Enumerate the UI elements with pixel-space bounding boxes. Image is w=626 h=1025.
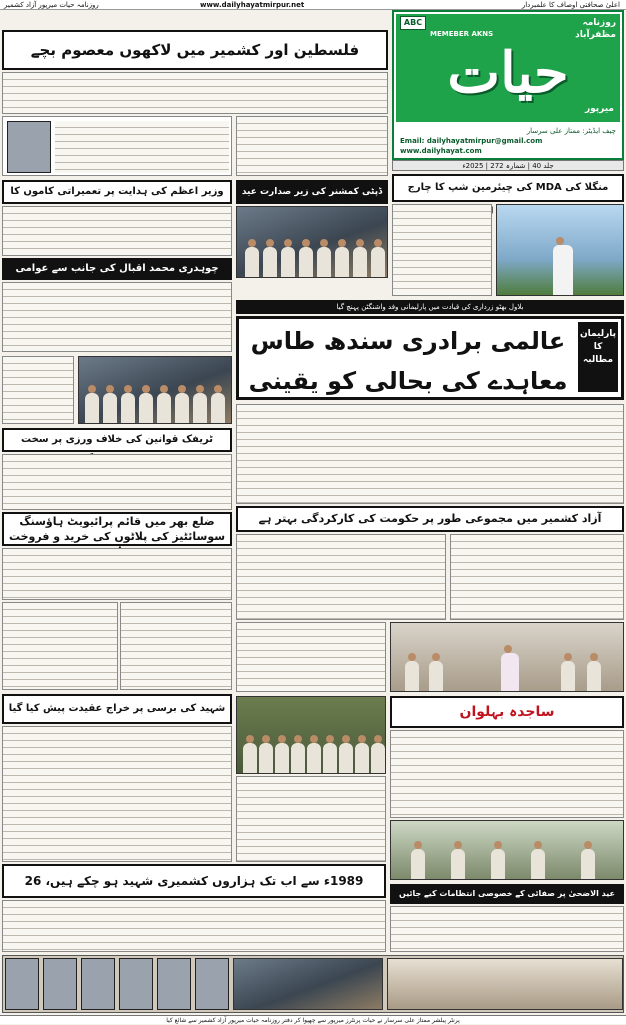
parliament-box: پارلیمان کا مطالبہ [578, 322, 618, 392]
portrait-strip [2, 955, 624, 1013]
date-bar: جلد 40 | شمارہ 272 | 2025ء [392, 160, 624, 171]
sajida-name: ساجدہ بہلوان [459, 704, 555, 720]
masthead-subcity: مظفرآباد [575, 30, 616, 40]
mid-left-text-a [2, 602, 118, 690]
bottom-text-2 [390, 906, 624, 952]
left-story-block [2, 116, 232, 176]
mda-text [392, 204, 492, 296]
main-headline: فلسطین اور کشمیر میں لاکھوں معصوم بچے [2, 30, 388, 70]
wide-headline-2: آزاد کشمیر میں مجموعی طور پر حکومت کی کارکردگی بہتر ہے [236, 506, 624, 532]
left-text-3 [2, 454, 232, 510]
eid-meeting-headline: ڈپٹی کمشنر کی زیر صدارت عید [236, 180, 388, 204]
left-story-text [55, 121, 229, 173]
masthead-daily: روزنامہ [582, 18, 616, 28]
bottom-text-1 [2, 900, 386, 952]
masthead-city: میرپور [584, 104, 614, 114]
meeting-photo [236, 206, 388, 278]
top-bar-slogan: اعلیٰ صحافتی اوصاف کا علمبردار [521, 1, 620, 9]
right-text-block [450, 534, 624, 620]
top-bar-url[interactable]: www.dailyhayatmirpur.net [200, 1, 305, 9]
group-photo-caption [2, 356, 74, 424]
portrait-photo [7, 121, 51, 173]
lower-center-text [236, 776, 386, 862]
group-photo [78, 356, 232, 424]
wide-text-1 [2, 548, 232, 600]
lower-right-text [390, 730, 624, 818]
abc-badge: ABC [400, 16, 426, 30]
masthead-site[interactable]: www.dailyhayat.com [400, 147, 482, 155]
lower-left-text [2, 726, 232, 862]
masthead-member: MEMEBER AKNS [430, 30, 494, 38]
editor-name: ممتاز علی سرسار [526, 127, 580, 135]
crowd-photo [236, 696, 386, 774]
wide-text-2 [236, 534, 446, 620]
conference-photo [390, 622, 624, 692]
bottom-headline-1: 1989ء سے اب تک ہزاروں کشمیری شہید ہو چکے ہیں، 26 [2, 864, 386, 898]
masthead-email[interactable]: Email: dailyhayatmirpur@gmail.com [400, 137, 543, 145]
left-headline-2: چوہدری محمد اقبال کی جانب سے عوامی [2, 258, 232, 280]
traffic-headline: ٹریفک قوانین کی خلاف ورزی پر سخت [2, 428, 232, 452]
top-bar [0, 0, 626, 10]
martyr-headline: شہید کی برسی پر خراج عقیدت پیش کیا گیا [2, 694, 232, 724]
center-main-headline: عالمی برادری سندھ طاس معاہدے کی بحالی کو یقینی [236, 316, 624, 400]
bottom-headline-2: عید الاضحیٰ پر صفائی کے خصوصی انتظامات کیے جائیں [390, 884, 624, 904]
wide-headline-1: ضلع بھر میں قائم پرائیویٹ ہاؤسنگ سوسائٹیز کی پلاٹوں کی خرید و فروخت [2, 512, 232, 546]
center-story-text [236, 404, 624, 504]
editor-label: چیف ایڈیٹر: [582, 127, 616, 135]
main-story-text [2, 72, 388, 114]
masthead-info [396, 124, 620, 158]
center-small-story [236, 116, 388, 176]
center-side-strap: بلاول بھٹو زرداری کی قیادت میں پارلیمانی وفد واشنگٹن پہنچ گیا [236, 300, 624, 314]
officials-photo [390, 820, 624, 880]
masthead-logo: حیات [447, 40, 569, 106]
mid-center-text [236, 622, 386, 692]
roadside-text [2, 206, 232, 256]
roadside-headline: وزیر اعظم کی ہدایت پر تعمیراتی کاموں کا [2, 180, 232, 204]
mda-headline: منگلا کی MDA کی چیئرمین شپ کا چارج [392, 174, 624, 202]
mda-photo [496, 204, 624, 296]
top-bar-title: روزنامہ حیات میرپور آزاد کشمیر [4, 1, 99, 9]
sajida-headline [390, 696, 624, 728]
left-text-2 [2, 282, 232, 352]
mid-left-text-b [120, 602, 232, 690]
footer-imprint: پرنٹر پبلشر ممتاز علی سرسار نے حیات پرنٹرز میرپور سے چھپوا کر دفتر روزنامہ حیات میرپور آزاد کشمیر سے شائع کیا [0, 1015, 626, 1024]
